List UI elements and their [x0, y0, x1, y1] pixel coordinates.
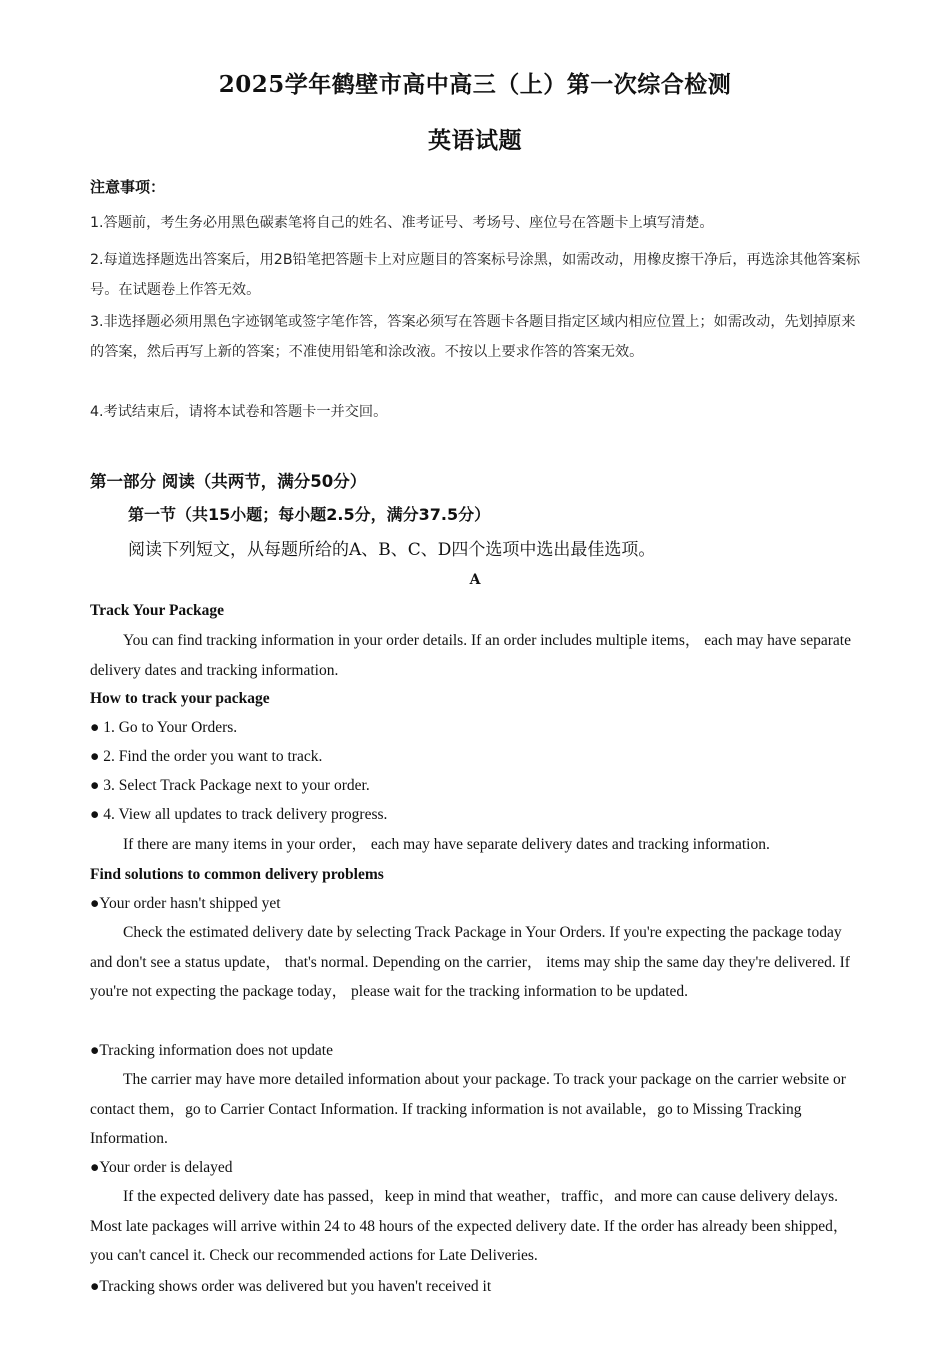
note-item: 2.每道选择题选出答案后，用2B铅笔把答题卡上对应题目的答案标号涂黑，如需改动，用橡皮擦干净后，再选涂其他答案标号。在试题卷上作答无效。: [90, 252, 861, 298]
problem-title: ●Tracking shows order was delivered but you haven't received it: [90, 1278, 492, 1295]
step-item: ● 1. Go to Your Orders.: [90, 719, 238, 736]
problem-title: ●Tracking information does not update: [90, 1042, 333, 1059]
note-item: 4.考试结束后，请将本试卷和答题卡一并交回。: [90, 404, 388, 420]
passage-intro: You can find tracking information in your order details. If an order includes multiple items， each may have separate delivery dates and tracking information.: [90, 632, 851, 679]
exam-subtitle: 英语试题: [428, 127, 522, 154]
note-item: 3.非选择题必须用黑色字迹钢笔或签字笔作答，答案必须写在答题卡各题目指定区域内相应位置上；如需改动，先划掉原来的答案，然后再写上新的答案；不准使用铅笔和涂改液。不按以上要求作答的答案无效。: [90, 314, 856, 360]
exam-title: 2025学年鹤壁市高中高三（上）第一次综合检测: [218, 71, 732, 98]
passage-letter: A: [469, 572, 481, 588]
part-heading: 第一部分 阅读（共两节，满分50分）: [90, 472, 367, 491]
problem-text: The carrier may have more detailed information about your package. To track your package on the carrier website or contact them，go to Carrier Contact Information. If tracking information is not available，go to Missing Tracking Information.: [90, 1071, 846, 1147]
step-item: ● 4. View all updates to track delivery progress.: [90, 806, 388, 823]
solutions-heading: Find solutions to common delivery problems: [90, 866, 384, 883]
notes-heading: 注意事项：: [90, 178, 166, 196]
problem-title: ●Your order hasn't shipped yet: [90, 895, 281, 912]
passage-title: Track Your Package: [90, 602, 225, 619]
problem-title: ●Your order is delayed: [90, 1159, 233, 1176]
section-instruction: 阅读下列短文，从每题所给的A、B、C、D四个选项中选出最佳选项。: [128, 540, 656, 560]
steps-note: If there are many items in your order， each may have separate delivery dates and tracking information.: [123, 836, 770, 853]
section-heading: 第一节（共15小题；每小题2.5分，满分37.5分）: [128, 505, 491, 524]
problem-text: Check the estimated delivery date by selecting Track Package in Your Orders. If you're expecting the package today and don't see a status update， that's normal. Depending on the carrier， items may ship the same day they're delivered. If you're not expecting the package today， please wait for the tracking information to be updated.: [90, 924, 850, 1000]
step-item: ● 2. Find the order you want to track.: [90, 748, 323, 765]
step-item: ● 3. Select Track Package next to your order.: [90, 777, 370, 794]
problem-text: If the expected delivery date has passed，keep in mind that weather，traffic，and more can cause delivery delays. Most late packages will arrive within 24 to 48 hours of the expected delivery date. If the order has already been shipped，you can't cancel it. Check our recommended actions for Late Deliveries.: [90, 1188, 849, 1264]
note-item: 1.答题前，考生务必用黑色碳素笔将自己的姓名、准考证号、考场号、座位号在答题卡上填写清楚。: [90, 215, 714, 231]
how-heading: How to track your package: [90, 690, 270, 707]
